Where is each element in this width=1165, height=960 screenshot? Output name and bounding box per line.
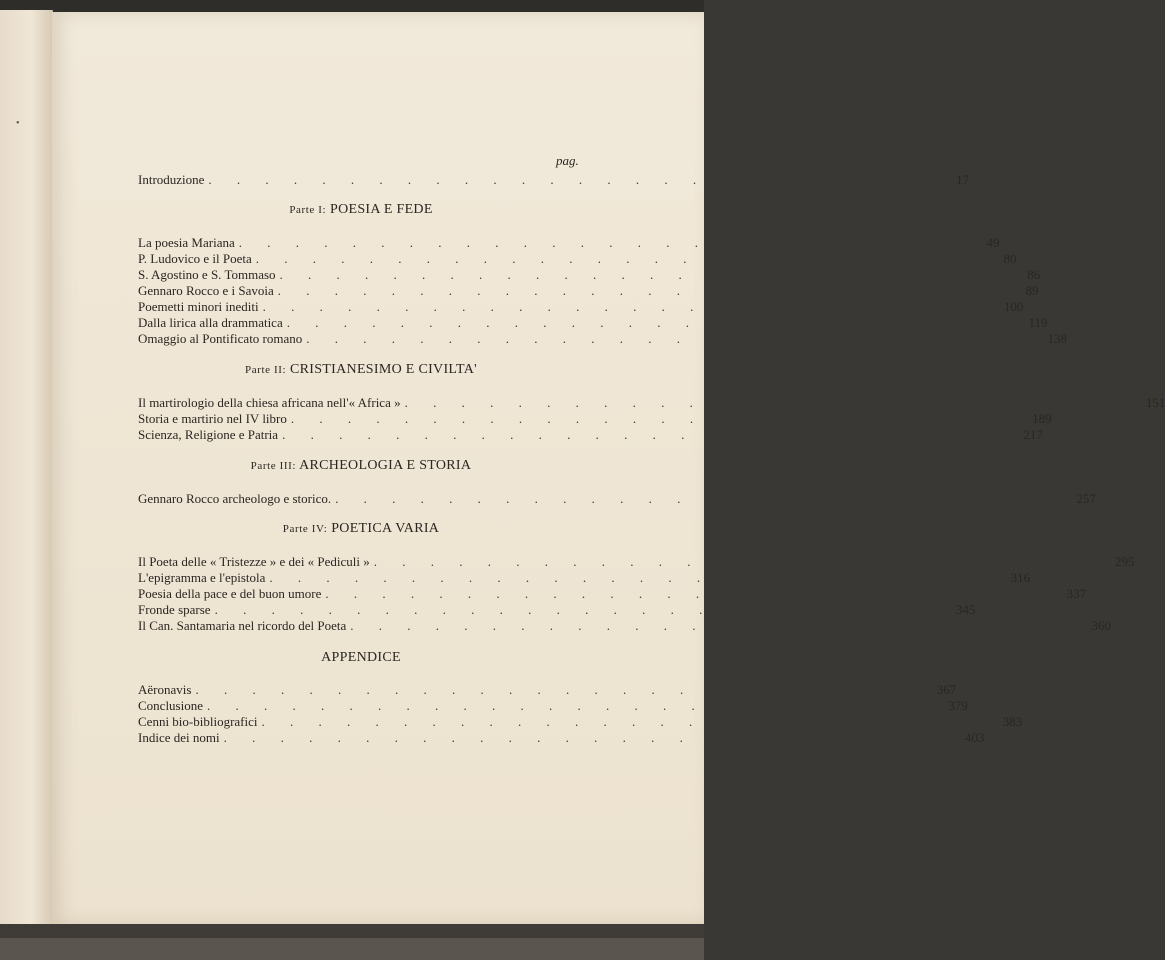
toc-entry-title: S. Agostino e S. Tommaso — [138, 267, 276, 282]
book-bottom-edge — [0, 924, 704, 960]
toc-entry — [138, 491, 1096, 507]
dot-leader: . . . . . . . . . . . . . . . . . . . . . . . . . . — [306, 331, 1034, 346]
dot-leader: . . . . . . . . . . . . . . . . . . . . . . . . . . — [335, 491, 1062, 506]
toc-entry — [138, 602, 976, 618]
dot-leader: . . . . . . . . . . . . . . . . . . . . . . . . . . — [404, 395, 1132, 410]
toc-entry — [138, 682, 957, 698]
part-heading-4 — [138, 521, 584, 537]
part-number: Parte II: — [245, 364, 287, 376]
left-page-edge — [0, 10, 53, 938]
dot-leader: . . . . . . . . . . . . . . . . . . . . . . . . . . — [282, 427, 1009, 442]
toc-entry-title: Scienza, Religione e Patria — [138, 427, 279, 442]
toc-entry — [138, 315, 1048, 331]
toc-entry-page: 257 — [1076, 491, 1096, 506]
toc-entry-title: Gennaro Rocco archeologo e storico. — [138, 491, 332, 506]
dot-leader: . . . . . . . . . . . . . . . . . . . . . . . . . . — [214, 602, 942, 617]
toc-entry-title: Il martirologio della chiesa africana nell'« Africa » — [138, 395, 401, 410]
toc-entry-page: 80 — [1003, 251, 1017, 266]
toc-entry-page: 100 — [1003, 299, 1024, 314]
dot-leader: . . . . . . . . . . . . . . . . . . . . . . . . . . — [238, 235, 966, 250]
toc-entry-page: 379 — [948, 698, 968, 713]
toc-entry-page: 337 — [1066, 586, 1087, 601]
toc-entry — [138, 554, 1135, 570]
toc-entry — [138, 283, 1039, 299]
dot-leader: . . . . . . . . . . . . . . . . . . . . . . . . . . — [195, 682, 923, 697]
part-number: Parte IV: — [282, 523, 328, 535]
toc-entry-intro — [138, 172, 970, 188]
toc-entry-page: 119 — [1028, 315, 1048, 330]
toc-entry-page: 367 — [936, 682, 957, 697]
toc-entry-title: Gennaro Rocco e i Savoia — [138, 283, 274, 298]
toc-entry-title: Introduzione — [138, 172, 205, 187]
toc-entry-title: Indice dei nomi — [138, 730, 220, 745]
toc-entry — [138, 411, 1052, 427]
toc-entry — [138, 299, 1024, 315]
part-heading-1 — [138, 202, 584, 218]
toc-entry — [138, 235, 1000, 251]
toc-entry-page: 360 — [1091, 618, 1112, 633]
toc-entry-page: 138 — [1047, 331, 1068, 346]
toc-entry-title: Fronde sparse — [138, 602, 211, 617]
toc-entry — [138, 586, 1087, 602]
toc-entry-page: 316 — [1010, 570, 1031, 585]
toc-entry — [138, 714, 1023, 730]
toc-entry-page: 295 — [1115, 554, 1135, 569]
appendix-heading — [138, 650, 584, 666]
dot-leader: . . . . . . . . . . . . . . . . . . . . . . . . . . — [269, 570, 997, 585]
dot-leader: . . . . . . . . . . . . . . . . . . . . . . . . . . — [286, 315, 1014, 330]
toc-entry — [138, 730, 985, 746]
toc-entry-title: L'epigramma e l'epistola — [138, 570, 266, 585]
toc-entry-title: Il Can. Santamaria nel ricordo del Poeta — [138, 618, 347, 633]
part-title: APPENDICE — [321, 650, 401, 665]
toc-entry-title: Cenni bio-bibliografici — [138, 714, 258, 729]
toc-entry — [138, 251, 1017, 267]
part-heading-3 — [138, 458, 584, 474]
dot-leader: . . . . . . . . . . . . . . . . . . . . . . . . . . — [208, 172, 936, 187]
dot-leader: . . . . . . . . . . . . . . . . . . . . . . . . . . — [290, 411, 1018, 426]
toc-entry-page: 217 — [1023, 427, 1043, 442]
toc-entry — [138, 698, 968, 714]
part-title: POETICA VARIA — [331, 521, 440, 536]
toc-entry-page: 383 — [1002, 714, 1023, 729]
toc-entry-page: 403 — [964, 730, 985, 745]
toc-entry — [138, 331, 1068, 347]
toc-entry-page: 189 — [1032, 411, 1052, 426]
toc-entry-title: Dalla lirica alla drammatica — [138, 315, 283, 330]
dot-leader: . . . . . . . . . . . . . . . . . . . . . . . . . . — [277, 283, 1005, 298]
toc-entry-title: Conclusione — [138, 698, 203, 713]
dot-leader: . . . . . . . . . . . . . . . . . . . . . . . . . . — [350, 618, 1078, 633]
part-heading-2 — [138, 362, 584, 378]
toc-entry-page: 86 — [1027, 267, 1041, 282]
page-column-label: pag. — [556, 153, 579, 168]
toc-entry — [138, 267, 1041, 283]
toc-entry-page: 151 — [1145, 395, 1165, 410]
toc-entry — [138, 570, 1031, 586]
dot-leader: . . . . . . . . . . . . . . . . . . . . . . . . . . — [255, 251, 983, 266]
toc-entry — [138, 395, 1165, 411]
dot-leader: . . . . . . . . . . . . . . . . . . . . . . . . . . — [207, 698, 934, 713]
toc-entry-title: Omaggio al Pontificato romano — [138, 331, 303, 346]
toc-entry-page: 89 — [1025, 283, 1039, 298]
toc-entry-page: 17 — [956, 172, 970, 187]
book-board — [0, 938, 704, 960]
dot-leader: . . . . . . . . . . . . . . . . . . . . . . . . . . — [223, 730, 951, 745]
toc-entry-title: Aëronavis — [138, 682, 192, 697]
toc-entry — [138, 618, 1112, 634]
toc-entry — [138, 427, 1043, 443]
dot-leader: . . . . . . . . . . . . . . . . . . . . . . . . . . — [262, 299, 990, 314]
toc-entry-title: La poesia Mariana — [138, 235, 235, 250]
dot-leader: . . . . . . . . . . . . . . . . . . . . . . . . . . — [325, 586, 1053, 601]
toc-entry-title: P. Ludovico e il Poeta — [138, 251, 252, 266]
part-number: Parte III: — [250, 460, 297, 472]
dot-leader: . . . . . . . . . . . . . . . . . . . . . . . . . . — [373, 554, 1101, 569]
part-number: Parte I: — [289, 204, 327, 216]
toc-entry-title: Poesia della pace e del buon umore — [138, 586, 322, 601]
dot-leader: . . . . . . . . . . . . . . . . . . . . . . . . . . — [261, 714, 989, 729]
part-title: POESIA E FEDE — [330, 202, 433, 217]
toc-entry-page: 345 — [955, 602, 976, 617]
page-speck: • — [16, 118, 20, 129]
part-title: ARCHEOLOGIA E STORIA — [299, 458, 472, 473]
toc-entry-page: 49 — [986, 235, 1000, 250]
toc-entry-title: Poemetti minori inediti — [138, 299, 259, 314]
part-title: CRISTIANESIMO E CIVILTA' — [289, 362, 477, 377]
toc-entry-title: Storia e martirio nel IV libro — [138, 411, 287, 426]
toc-entry-title: Il Poeta delle « Tristezze » e dei « Pediculi » — [138, 554, 370, 569]
dot-leader: . . . . . . . . . . . . . . . . . . . . . . . . . . — [279, 267, 1007, 282]
